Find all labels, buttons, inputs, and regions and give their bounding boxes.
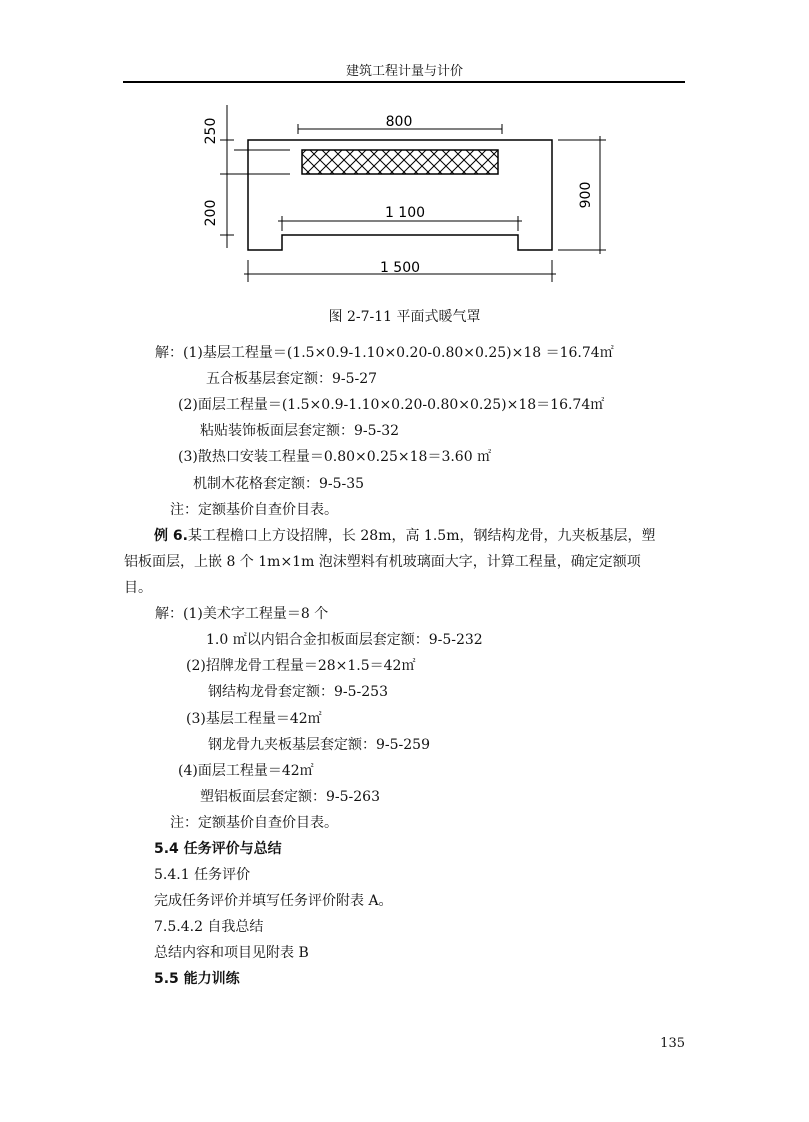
solution2-3-quota: 钢龙骨九夹板基层套定额：9-5-259 (208, 737, 430, 753)
solution2-3: (3)基层工程量＝42㎡ (186, 711, 322, 727)
dim-1500: 1 500 (379, 260, 421, 276)
solution-1-quota: 五合板基层套定额：9-5-27 (206, 371, 378, 387)
section-5-4-2-heading: 7.5.4.2 自我总结 (154, 919, 264, 935)
dim-800: 800 (385, 114, 413, 130)
solution2-1-quota: 1.0 ㎡以内铝合金扣板面层套定额：9-5-232 (206, 632, 483, 648)
dim-200: 200 (203, 199, 219, 227)
example-6-line-1 (154, 526, 655, 546)
dim-900: 900 (578, 181, 594, 209)
example-label: 例 6. (154, 528, 188, 544)
page-number: 135 (660, 1036, 685, 1051)
section-5-5-heading: 5.5 能力训练 (154, 971, 240, 987)
solution-3-quota: 机制木花格套定额：9-5-35 (193, 476, 365, 492)
section-5-4-heading: 5.4 任务评价与总结 (154, 841, 282, 857)
example-6-text: 某工程檐口上方设招牌，长 28m，高 1.5m，钢结构龙骨，九夹板基层，塑 (187, 528, 656, 544)
section-5-4-1-text: 完成任务评价并填写任务评价附表 A。 (154, 893, 393, 909)
note-2: 注：定额基价自查价目表。 (170, 815, 338, 831)
vent-hatch (302, 150, 498, 174)
section-5-4-2-text: 总结内容和项目见附表 B (154, 945, 309, 961)
example-6-line-2: 铝板面层，上嵌 8 个 1m×1m 泡沫塑料有机玻璃面大字，计算工程量，确定定额项 (124, 554, 641, 570)
solution-3: (3)散热口安装工程量＝0.80×0.25×18＝3.60 ㎡ (178, 449, 492, 465)
running-header: 建筑工程计量与计价 (345, 64, 463, 79)
radiator-cover-drawing (200, 100, 620, 300)
solution2-4: (4)面层工程量＝42㎡ (178, 763, 314, 779)
note-1: 注：定额基价自查价目表。 (170, 502, 338, 518)
solution2-4-quota: 塑铝板面层套定额：9-5-263 (200, 789, 380, 805)
dim-1100: 1 100 (384, 205, 426, 221)
solution2-2: (2)招牌龙骨工程量＝28×1.5＝42㎡ (186, 658, 416, 674)
header-rule (123, 81, 685, 83)
solution-2-quota: 粘贴装饰板面层套定额：9-5-32 (200, 423, 400, 439)
dim-250: 250 (203, 117, 219, 145)
section-5-4-1-heading: 5.4.1 任务评价 (154, 867, 251, 883)
solution-2: (2)面层工程量＝(1.5×0.9-1.10×0.20-0.80×0.25)×18＝16.74㎡ (178, 397, 605, 413)
solution-1: 解：(1)基层工程量＝(1.5×0.9-1.10×0.20-0.80×0.25)×18 ＝16.74㎡ (155, 345, 614, 361)
figure-caption: 图 2-7-11 平面式暖气罩 (328, 309, 481, 325)
solution2-2-quota: 钢结构龙骨套定额：9-5-253 (208, 684, 388, 700)
solution2-1: 解：(1)美术字工程量＝8 个 (155, 606, 329, 622)
example-6-line-3: 目。 (124, 580, 152, 596)
radiator-cover-figure (200, 100, 620, 300)
